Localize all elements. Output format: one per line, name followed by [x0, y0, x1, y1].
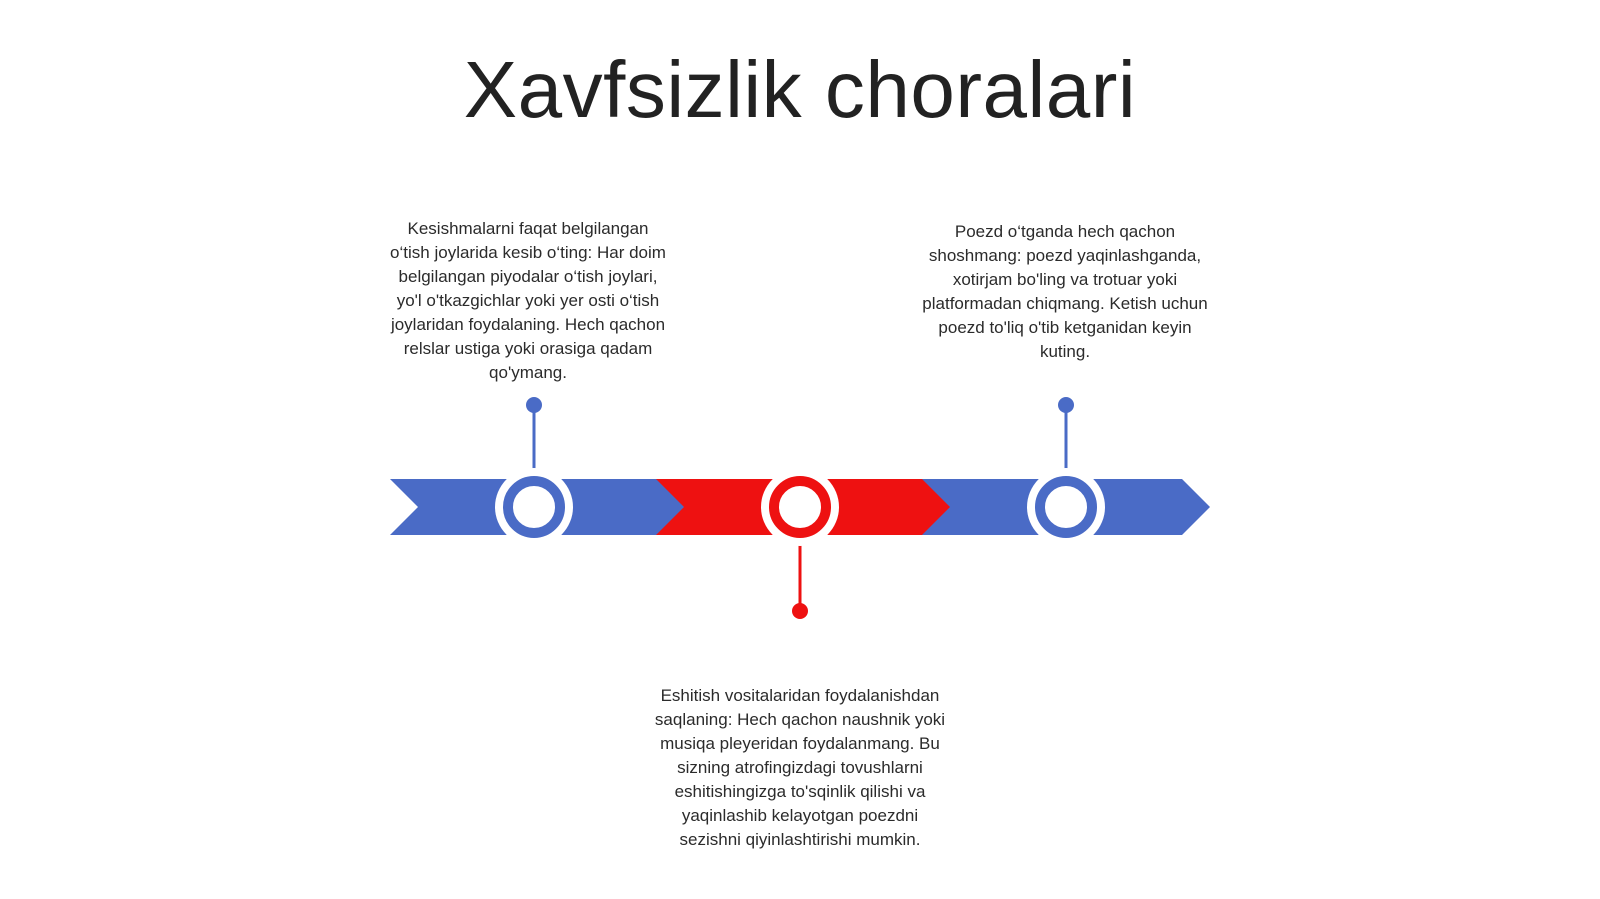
connector-dot-1 — [526, 397, 542, 413]
connector-dot-2 — [792, 603, 808, 619]
milestone-2-text: Eshitish vositalaridan foydalanishdan saqlaning: Hech qachon naushnik yoki musiqa pleyeridan foydalanmang. Bu sizning atrofingizdagi tovushlarni eshitishingizga to'sqinlik qilishi va yaqinlashib kelayotgan poezdni sezishni qiyinlashtirishi mumkin. — [654, 686, 946, 849]
milestone-1-text: Kesishmalarni faqat belgilangan o‘tish joylarida kesib o‘ting: Har doim belgilangan piyodalar o‘tish joylari, yo'l o'tkazgichlar yoki yer osti o‘tish joylaridan foydalaning. Hech qachon relslar ustiga yoki orasiga qadam qo'ymang. — [390, 219, 666, 382]
connector-dot-3 — [1058, 397, 1074, 413]
milestone-marker-2 — [761, 468, 839, 546]
milestone-3-text: Poezd o‘tganda hech qachon shoshmang: poezd yaqinlashganda, xotirjam bo'ling va trotuar yoki platformadan chiqmang. Ketish uchun poezd to'liq o'tib ketganidan keyin kuting. — [922, 222, 1208, 361]
milestone-marker-1 — [495, 468, 573, 546]
slide-title: Xavfsizlik choralari — [463, 45, 1137, 134]
milestone-marker-3 — [1027, 468, 1105, 546]
